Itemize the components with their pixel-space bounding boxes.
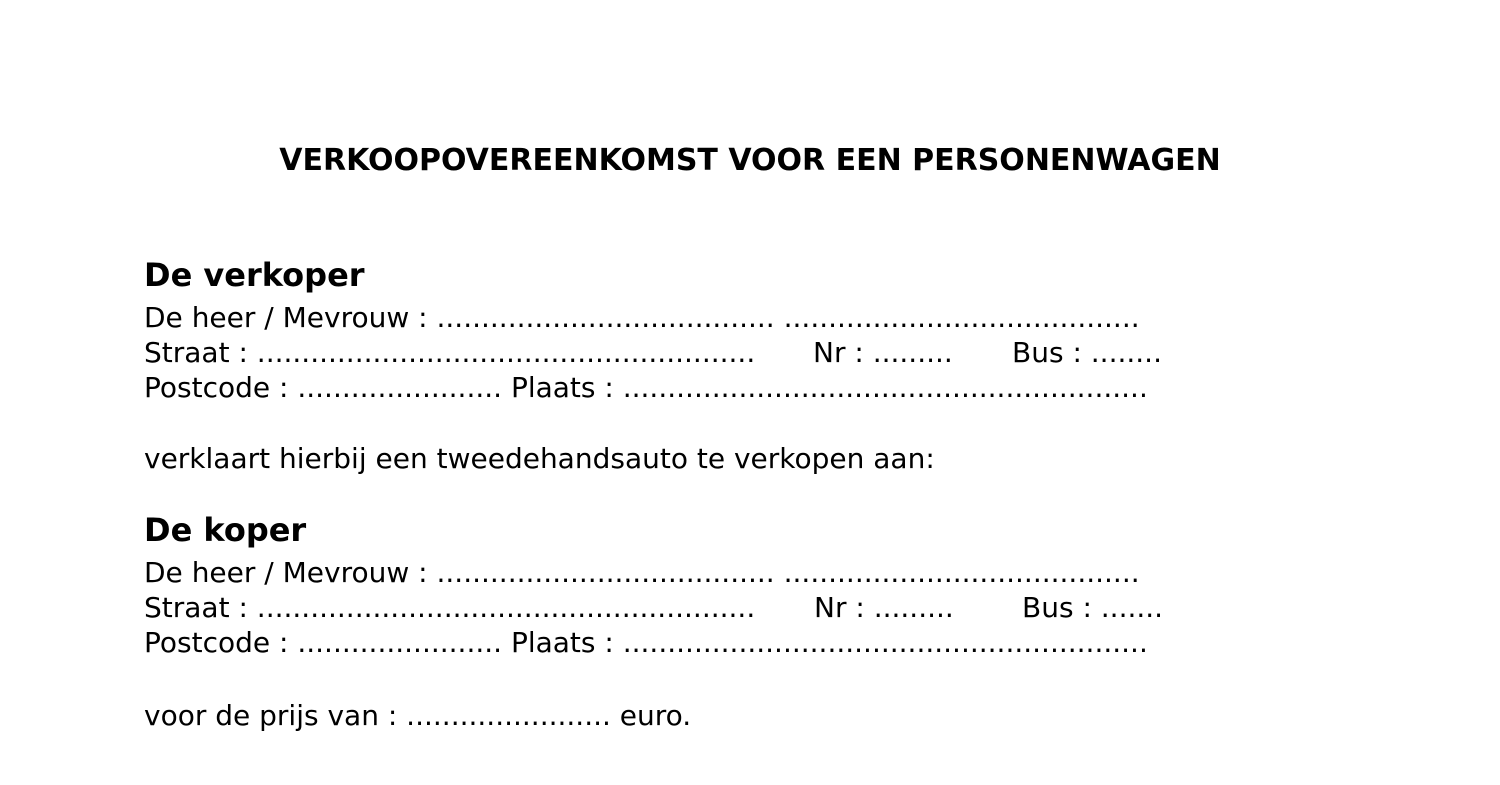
seller-nr-line: Nr : ......... — [813, 336, 953, 369]
buyer-name-line: De heer / Mevrouw : ...................................... ........................................ — [144, 556, 1140, 589]
buyer-bus-line: Bus : ....... — [1022, 591, 1164, 624]
buyer-street-line: Straat : ........................................................ — [144, 591, 756, 624]
document-title: VERKOOPOVEREENKOMST VOOR EEN PERSONENWAGEN — [279, 143, 1221, 178]
seller-postcode-line: Postcode : ....................... Plaats : ........................................................... — [144, 371, 1148, 404]
buyer-postcode-line: Postcode : ....................... Plaats : ........................................................... — [144, 626, 1148, 659]
buyer-heading: De koper — [144, 511, 307, 549]
seller-street-line: Straat : ........................................................ — [144, 336, 756, 369]
price-line: voor de prijs van : ....................... euro. — [144, 699, 692, 732]
seller-statement: verklaart hierbij een tweedehandsauto te verkopen aan: — [144, 442, 935, 475]
buyer-nr-line: Nr : ......... — [814, 591, 954, 624]
seller-bus-line: Bus : ........ — [1012, 336, 1162, 369]
seller-heading: De verkoper — [144, 256, 365, 294]
seller-name-line: De heer / Mevrouw : ...................................... ........................................ — [144, 301, 1140, 334]
